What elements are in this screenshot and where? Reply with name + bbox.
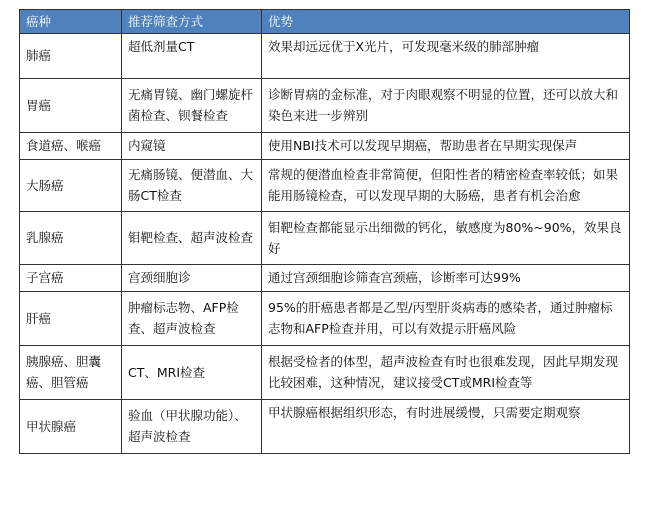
table-header-row — [20, 10, 630, 34]
cell-screening-method: 超低剂量CT — [122, 34, 262, 79]
cell-cancer-type: 子宫癌 — [20, 265, 122, 292]
table-row — [20, 346, 630, 400]
cancer-screening-table — [19, 9, 630, 454]
table-row — [20, 400, 630, 454]
table-row — [20, 212, 630, 265]
cell-cancer-type: 胃癌 — [20, 79, 122, 133]
cell-cancer-type: 肝癌 — [20, 292, 122, 346]
cell-cancer-type: 食道癌、喉癌 — [20, 133, 122, 160]
cell-screening-method: 无痛肠镜、便潜血、大肠CT检查 — [122, 160, 262, 212]
cell-advantage: 通过宫颈细胞诊筛查宫颈癌，诊断率可达99% — [262, 265, 630, 292]
cell-screening-method: 内窥镜 — [122, 133, 262, 160]
cell-cancer-type: 甲状腺癌 — [20, 400, 122, 454]
cell-advantage: 根据受检者的体型，超声波检查有时也很难发现，因此早期发现比较困难，这种情况，建议接受CT或MRI检查等 — [262, 346, 630, 400]
header-advantage: 优势 — [262, 10, 630, 34]
cell-advantage: 常规的便潜血检查非常简便，但阳性者的精密检查率较低；如果能用肠镜检查，可以发现早期的大肠癌，患者有机会治愈 — [262, 160, 630, 212]
table-row — [20, 160, 630, 212]
cell-screening-method: 钼靶检查、超声波检查 — [122, 212, 262, 265]
cell-screening-method: 无痛胃镜、幽门螺旋杆菌检查、钡餐检查 — [122, 79, 262, 133]
header-screening-method: 推荐筛查方式 — [122, 10, 262, 34]
cell-advantage: 钼靶检查都能显示出细微的钙化，敏感度为80%~90%，效果良好 — [262, 212, 630, 265]
cell-advantage: 95%的肝癌患者都是乙型/丙型肝炎病毒的感染者，通过肿瘤标志物和AFP检查并用，可以有效提示肝癌风险 — [262, 292, 630, 346]
table-row — [20, 133, 630, 160]
screening-table-container — [19, 9, 629, 454]
cell-screening-method: 宫颈细胞诊 — [122, 265, 262, 292]
cell-cancer-type: 肺癌 — [20, 34, 122, 79]
cell-cancer-type: 乳腺癌 — [20, 212, 122, 265]
table-row — [20, 265, 630, 292]
table-row — [20, 79, 630, 133]
cell-screening-method: CT、MRI检查 — [122, 346, 262, 400]
cell-advantage: 效果却远远优于X光片，可发现毫米级的肺部肿瘤 — [262, 34, 630, 79]
table-row — [20, 34, 630, 79]
cell-advantage: 诊断胃病的金标准，对于肉眼观察不明显的位置，还可以放大和染色来进一步辨别 — [262, 79, 630, 133]
cell-advantage: 甲状腺癌根据组织形态，有时进展缓慢，只需要定期观察 — [262, 400, 630, 454]
cell-screening-method: 肿瘤标志物、AFP检查、超声波检查 — [122, 292, 262, 346]
cell-screening-method: 验血（甲状腺功能）、超声波检查 — [122, 400, 262, 454]
cell-cancer-type: 胰腺癌、胆囊癌、胆管癌 — [20, 346, 122, 400]
cell-cancer-type: 大肠癌 — [20, 160, 122, 212]
table-row — [20, 292, 630, 346]
header-cancer-type: 癌种 — [20, 10, 122, 34]
cell-advantage: 使用NBI技术可以发现早期癌，帮助患者在早期实现保声 — [262, 133, 630, 160]
